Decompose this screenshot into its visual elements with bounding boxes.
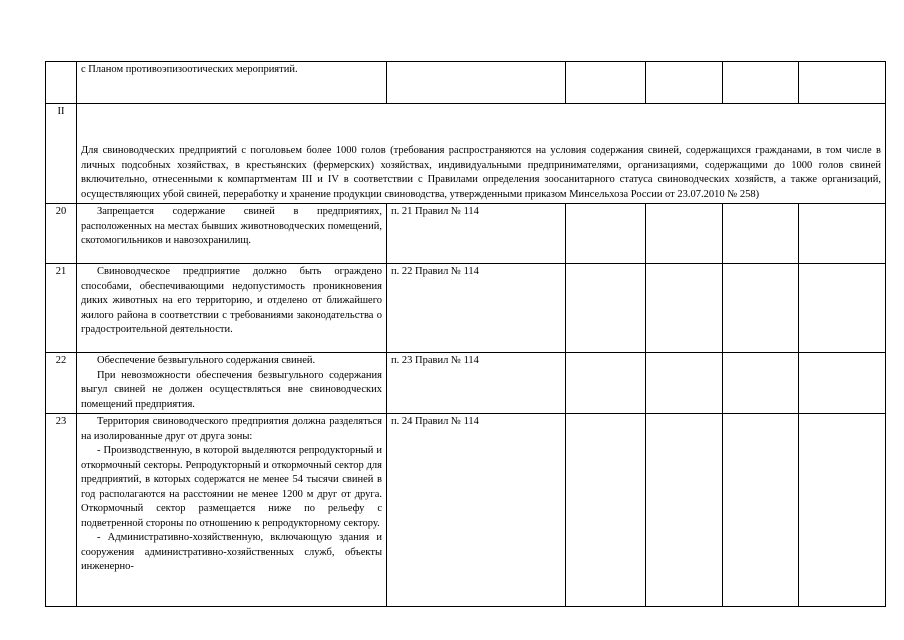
requirement-paragraph: При невозможности обеспечения безвыгульного содержания выгул свиней не должен осуществляться вне свиноводческих помещений предприятия. bbox=[81, 369, 382, 410]
empty-cell bbox=[646, 204, 723, 264]
empty-cell bbox=[566, 414, 646, 607]
empty-cell bbox=[566, 204, 646, 264]
requirement-paragraph: Обеспечение безвыгульного содержания свиней. bbox=[97, 355, 316, 366]
row-number bbox=[46, 62, 77, 104]
requirement-paragraph: Свиноводческое предприятие должно быть ограждено способами, обеспечивающими недопустимость проникновения диких животных на его территорию, и отделено от ближайшего жилого района в соответствии с требованиями законодательства о градостроительной деятельности. bbox=[81, 266, 382, 335]
empty-cell bbox=[799, 353, 886, 414]
requirement-paragraph: - Производственную, в которой выделяются репродукторный и откормочный секторы. Репродукторный и откормочный сектор для предприятий, в которых содержатся не менее 54 тысячи свиней в год располагаются на расстоянии не менее 1200 м друг от друга. Откормочный сектор размещается ниже по рельефу с подветренной стороны по отношению к репродукторному сектору. bbox=[81, 445, 382, 529]
requirement-text bbox=[77, 264, 387, 353]
requirement-paragraph: с Планом противоэпизоотических мероприятий. bbox=[81, 64, 298, 75]
empty-cell bbox=[723, 204, 799, 264]
legal-reference: п. 22 Правил № 114 bbox=[387, 264, 566, 353]
section-heading: Для свиноводческих предприятий с поголовьем более 1000 голов (требования распространяются на условия содержания свиней, содержащихся гражданами, в том числе в личных подсобных хозяйствах, в крестьянских (фермерских) хозяйствах, индивидуальными предпринимателями, организациями, содержащими до 1000 голов свиней включительно, отнесенными к компартментам III и IV в соответствии с Правилами определения зоосанитарного статуса свиноводческих хозяйств, а также организаций, осуществляющих убой свиней, переработку и хранение продукции свиноводства, утвержденными приказом Минсельхоза России от 23.07.2010 № 258) bbox=[77, 104, 886, 204]
requirement-paragraph: Запрещается содержание свиней в предприятиях, расположенных на местах бывших животноводческих помещений, скотомогильников и навозохранилищ. bbox=[81, 206, 382, 246]
empty-cell bbox=[799, 62, 886, 104]
legal-reference: п. 24 Правил № 114 bbox=[387, 414, 566, 607]
row-number: 23 bbox=[46, 414, 77, 607]
row-number: 20 bbox=[46, 204, 77, 264]
requirement-text bbox=[77, 204, 387, 264]
table-row bbox=[46, 62, 886, 104]
empty-cell bbox=[799, 264, 886, 353]
empty-cell bbox=[723, 353, 799, 414]
section-number: II bbox=[46, 104, 77, 204]
table-row bbox=[46, 414, 886, 607]
section-row bbox=[46, 104, 886, 204]
empty-cell bbox=[566, 353, 646, 414]
empty-cell bbox=[799, 414, 886, 607]
empty-cell bbox=[799, 204, 886, 264]
requirement-paragraph: - Административно-хозяйственную, включающую здания и сооружения административно-хозяйственных служб, объекты инженерно- bbox=[81, 532, 382, 572]
row-number: 22 bbox=[46, 353, 77, 414]
legal-reference: п. 23 Правил № 114 bbox=[387, 353, 566, 414]
table-row bbox=[46, 264, 886, 353]
row-number: 21 bbox=[46, 264, 77, 353]
empty-cell bbox=[646, 353, 723, 414]
legal-reference: п. 21 Правил № 114 bbox=[387, 204, 566, 264]
empty-cell bbox=[646, 62, 723, 104]
requirement-paragraph: Территория свиноводческого предприятия должна разделяться на изолированные друг от друга зоны: bbox=[81, 416, 382, 442]
legal-reference bbox=[387, 62, 566, 104]
table-row bbox=[46, 353, 886, 414]
empty-cell bbox=[723, 414, 799, 607]
requirements-table bbox=[45, 61, 886, 607]
empty-cell bbox=[723, 62, 799, 104]
empty-cell bbox=[723, 264, 799, 353]
requirement-text bbox=[77, 353, 387, 414]
empty-cell bbox=[646, 264, 723, 353]
empty-cell bbox=[646, 414, 723, 607]
table-row bbox=[46, 204, 886, 264]
empty-cell bbox=[566, 264, 646, 353]
requirement-text bbox=[77, 414, 387, 607]
empty-cell bbox=[566, 62, 646, 104]
requirement-text bbox=[77, 62, 387, 104]
